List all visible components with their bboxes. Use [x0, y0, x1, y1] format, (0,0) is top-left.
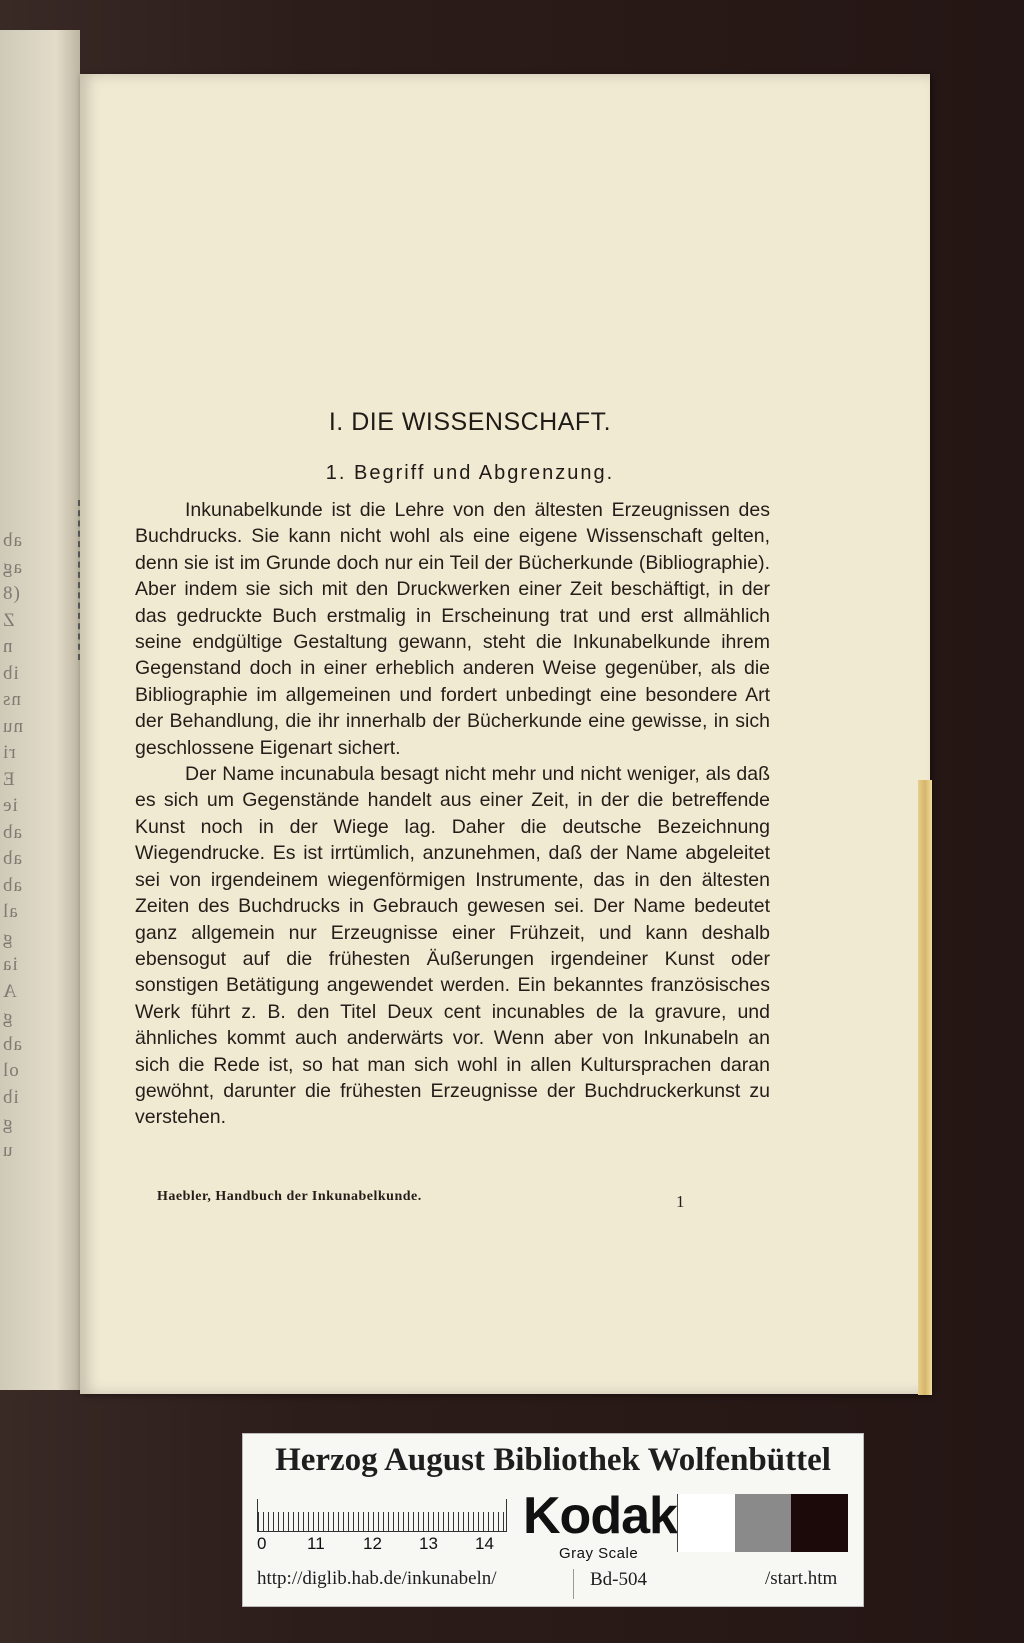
show-through-text: g: [2, 1113, 13, 1134]
library-name: Herzog August Bibliothek Wolfenbüttel: [275, 1442, 831, 1478]
ruler-numbers: [257, 1534, 517, 1554]
show-through-text: ab: [2, 530, 22, 551]
show-through-text: n: [2, 636, 13, 657]
library-label-card: [242, 1433, 864, 1607]
show-through-text: g: [2, 927, 13, 949]
paragraph-1: Inkunabelkunde ist die Lehre von den ältesten Erzeugnissen des Buchdrucks. Sie kann nicht wohl als eine eigene Wissenschaft gelten, denn sie ist im Grunde doch nur ein Teil der Bücherkunde (Bibliographie). Aber indem sie sich mit den Druckwerken einer Zeit beschäftigt, in der das gedruckte Buch erstmalig in Erscheinung trat und erst allmählich seine endgültige Gestaltung gewann, steht die Inkunabelkunde ihrem Gegenstand doch in einer erheblich anderen Weise gegenüber, als die Bibliographie im allgemeinen und fordert unbedingt eine besondere Art der Behandlung, die ihr innerhalb der Bücherkunde eine gewisse, in sich geschlossene Eigenart sichert.: [135, 499, 770, 759]
show-through-text: ol: [2, 1060, 19, 1081]
url-suffix: /start.htm: [765, 1568, 838, 1589]
ruler: [257, 1499, 507, 1532]
ruler-number: 13: [419, 1534, 438, 1553]
ruler-number: 11: [307, 1534, 325, 1553]
show-through-text: g: [2, 1007, 13, 1028]
show-through-text: u: [2, 1139, 13, 1161]
show-through-text: ib: [2, 1086, 19, 1108]
page-edge-gilding: [918, 780, 932, 1395]
show-through-text: ri: [2, 742, 16, 763]
show-through-text: ia: [2, 954, 18, 975]
ruler-number: 12: [363, 1534, 382, 1553]
digital-library-url: http://diglib.hab.de/inkunabeln/: [257, 1568, 497, 1589]
paragraph-2: Der Name incunabula besagt nicht mehr und nicht weniger, als daß es sich um Gegenstände handelt aus einer Zeit, in der die betreffende Kunst noch in der Wiege lag. Daher die deutsche Bezeichnung Wiegendrucke. Es ist irrtümlich, anzunehmen, daß der Name abgeleitet sei von irgendeinem wiegenförmigen Instrumente, das in den ältesten Zeiten des Buchdrucks in Gebrauch gewesen sei. Der Name bedeutet ganz allgemein nur Erzeugnisse einer Frühzeit, und kann deshalb ebensogut auf die frühesten Äußerungen irgendeiner Kunst oder sonstigen Betätigung angewendet werden. Ein bekanntes französisches Werk führt z. B. den Titel Deux cent incunables de la gravure, und ähnliches kommt auch anderwärts vor. Wenn aber von Inkunabeln an sich die Rede ist, so hat man sich wohl in allen Kultursprachen daran gewöhnt, darunter die frühesten Erzeugnisse der Buchdruckerkunst zu verstehen.: [135, 763, 770, 1129]
swatch-white: [678, 1494, 735, 1552]
show-through-text: ab: [2, 848, 22, 869]
swatch-gray: [735, 1494, 792, 1552]
show-through-text: ab: [2, 821, 22, 843]
shelfmark: Bd-504: [573, 1569, 647, 1599]
ruler-number: 0: [257, 1534, 267, 1553]
swatch-black: [791, 1494, 848, 1552]
show-through-text: ab: [2, 874, 22, 896]
body-text: [135, 497, 770, 1131]
section-title: 1. Begriff und Abgrenzung.: [325, 462, 615, 484]
gray-scale-label: Gray Scale: [559, 1545, 639, 1562]
kodak-logo: Kodak: [523, 1487, 677, 1545]
margin-marks: [78, 500, 84, 660]
show-through-text: ns: [2, 689, 21, 710]
show-through-text: ag: [2, 556, 22, 578]
show-through-text: nu: [2, 715, 23, 737]
show-through-text: ie: [2, 795, 18, 816]
facing-page-edge: [0, 30, 80, 1390]
show-through-text: A: [2, 980, 17, 1002]
ruler-number: 14: [475, 1534, 494, 1553]
footer-citation: Haebler, Handbuch der Inkunabelkunde.: [157, 1189, 422, 1204]
show-through-text: ab: [2, 1033, 22, 1055]
gray-scale-swatches: [677, 1494, 848, 1552]
page-number: 1: [676, 1192, 685, 1211]
show-through-text: E: [2, 768, 15, 790]
show-through-text: Z: [2, 609, 15, 631]
show-through-text: (8: [2, 583, 20, 604]
chapter-title: I. DIE WISSENSCHAFT.: [328, 408, 612, 436]
show-through-text: ib: [2, 662, 19, 684]
show-through-text: al: [2, 901, 18, 922]
